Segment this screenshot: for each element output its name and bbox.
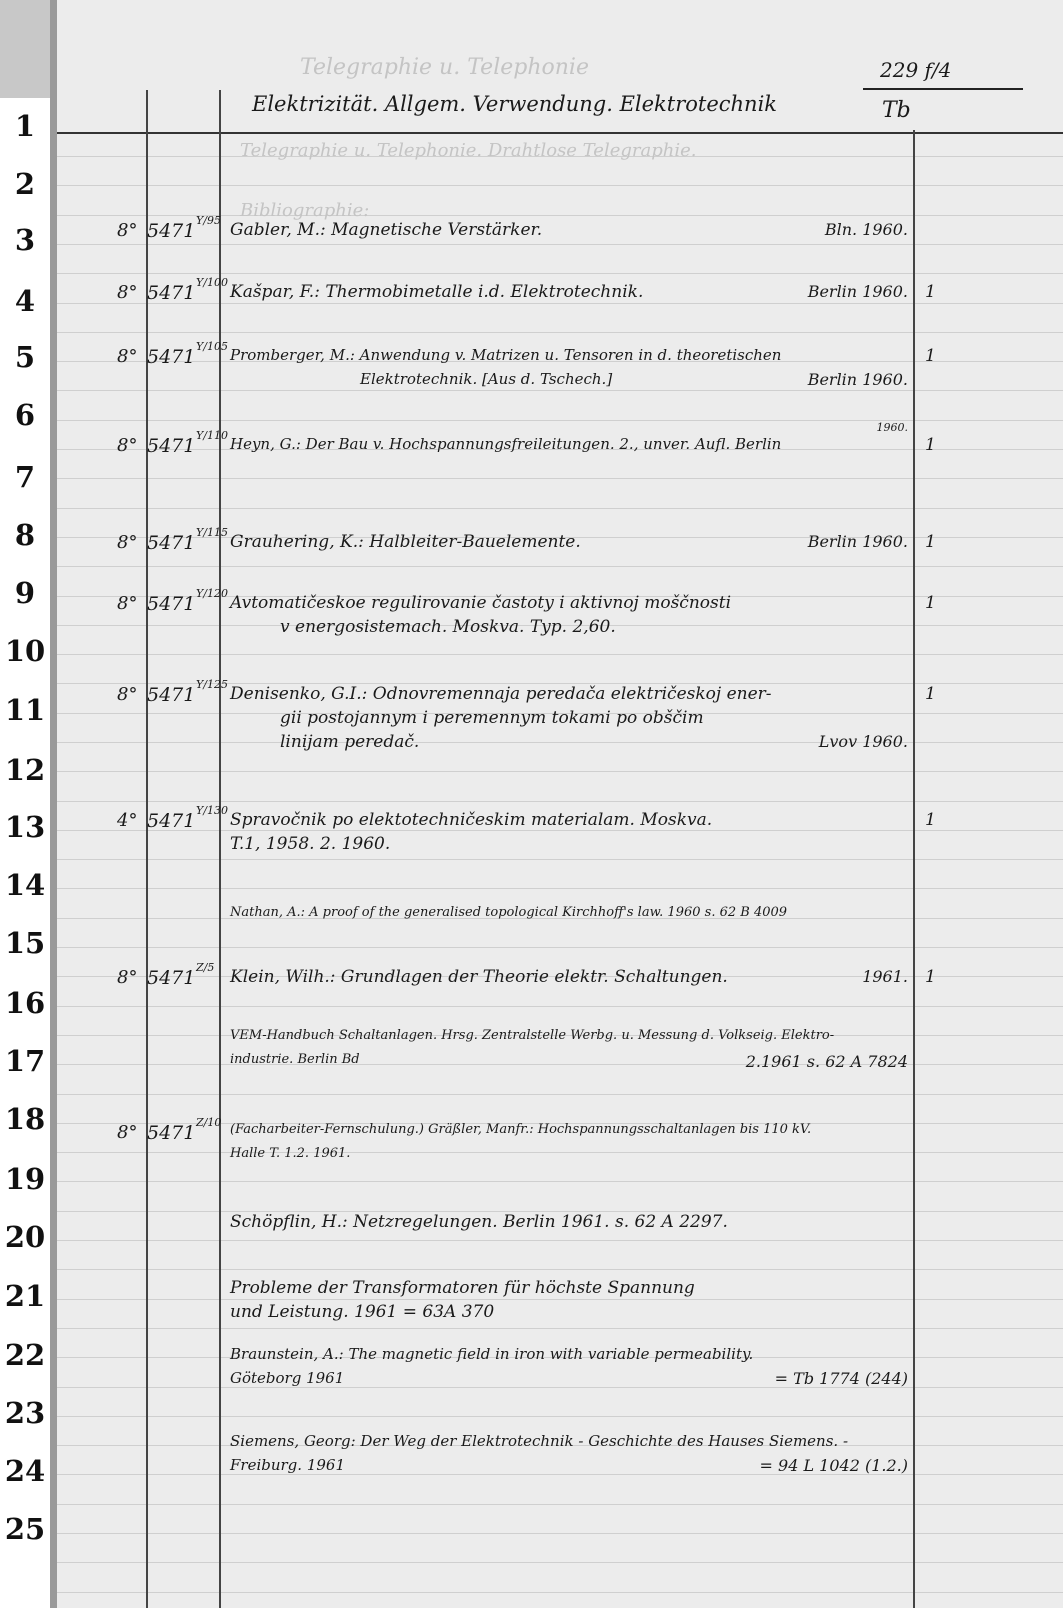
- row-number: 11: [4, 693, 46, 727]
- row-number: 24: [4, 1454, 46, 1488]
- entry-shelf-number: 5471: [147, 282, 196, 304]
- signature-top: 229 f/4: [880, 58, 952, 82]
- entry-text-continuation: v energosistemach. Moskva. Typ. 2,60.: [280, 617, 616, 637]
- ghost-line: Bibliographie:: [240, 200, 370, 221]
- entry-text: (Facharbeiter-Fernschulung.) Gräßler, Manfr.: Hochspannungsschaltanlagen bis 110 kV.: [230, 1122, 812, 1137]
- entry-shelf-fraction: Y/125: [196, 678, 228, 691]
- entry-format: 8°: [117, 967, 138, 988]
- row-number: 17: [4, 1044, 46, 1078]
- row-number: 10: [4, 634, 46, 668]
- entry-place-year: = Tb 1774 (244): [774, 1369, 908, 1388]
- entry-shelf-fraction: Y/95: [196, 214, 221, 227]
- row-number: 15: [4, 926, 46, 960]
- row-number: 6: [14, 398, 36, 432]
- column-line-format: [146, 90, 148, 1608]
- entry-shelf-fraction: Z/5: [196, 961, 215, 974]
- entry-format: 8°: [117, 220, 138, 241]
- entry-text-continuation: T.1, 1958. 2. 1960.: [230, 834, 391, 854]
- entry-copies: 1: [925, 684, 936, 704]
- entry-place-year: = 94 L 1042 (1.2.): [759, 1456, 908, 1475]
- row-number: 20: [4, 1220, 46, 1254]
- entry-shelf-number: 5471: [147, 220, 196, 242]
- entry-text: Grauhering, K.: Halbleiter-Bauelemente.: [230, 532, 581, 552]
- entry-text-continuation: Elektrotechnik. [Aus d. Tschech.]: [360, 370, 613, 388]
- entry-place-year: Lvov 1960.: [818, 732, 908, 751]
- entry-shelf-number: 5471: [147, 593, 196, 615]
- row-number: 19: [4, 1162, 46, 1196]
- entry-place-year: Bln. 1960.: [824, 220, 908, 239]
- entry-text: Promberger, M.: Anwendung v. Matrizen u. Tensoren in d. theoretischen: [230, 346, 782, 364]
- entry-format: 8°: [117, 435, 138, 456]
- entry-text-continuation: und Leistung. 1961 = 63A 370: [230, 1302, 495, 1322]
- row-number: 22: [4, 1338, 46, 1372]
- row-number: 25: [4, 1512, 46, 1546]
- entry-copies: 1: [925, 593, 936, 613]
- entry-text: Nathan, A.: A proof of the generalised topological Kirchhoff's law. 1960 s. 62 B 4009: [230, 905, 788, 920]
- entry-text: Kašpar, F.: Thermobimetalle i.d. Elektrotechnik.: [230, 282, 644, 302]
- entry-text-continuation: Halle T. 1.2. 1961.: [230, 1146, 351, 1161]
- row-number: 21: [4, 1279, 46, 1313]
- entry-copies: 1: [925, 532, 936, 552]
- entry-copies: 1: [925, 346, 936, 366]
- row-number: 2: [14, 167, 36, 201]
- entry-format: 8°: [117, 282, 138, 303]
- entry-text: Spravočnik po elektotechničeskim materialam. Moskva.: [230, 810, 713, 830]
- entry-year: 1960.: [876, 421, 908, 434]
- entry-text: Probleme der Transformatoren für höchste Spannung: [230, 1278, 695, 1298]
- entry-shelf-fraction: Y/110: [196, 429, 228, 442]
- entry-text-continuation: industrie. Berlin Bd: [230, 1052, 360, 1067]
- entry-shelf-fraction: Y/130: [196, 804, 228, 817]
- entry-copies: 1: [925, 435, 936, 455]
- entry-place-year: Berlin 1960.: [807, 532, 908, 551]
- column-line-copies: [913, 130, 915, 1608]
- ghost-line: Telegraphie u. Telephonie. Drahtlose Telegraphie.: [240, 140, 697, 161]
- entry-shelf-number: 5471: [147, 435, 196, 457]
- row-number: 7: [14, 460, 36, 494]
- entry-text: Schöpflin, H.: Netzregelungen. Berlin 1961. s. 62 A 2297.: [230, 1212, 728, 1232]
- entry-place-year: Berlin 1960.: [807, 370, 908, 389]
- row-number: 4: [14, 284, 36, 318]
- entry-text-continuation: Göteborg 1961: [230, 1369, 345, 1387]
- entry-shelf-fraction: Z/10: [196, 1116, 222, 1129]
- entry-text: Siemens, Georg: Der Weg der Elektrotechnik - Geschichte des Hauses Siemens. -: [230, 1432, 849, 1450]
- entry-shelf-fraction: Y/105: [196, 340, 228, 353]
- row-number: 13: [4, 810, 46, 844]
- entry-text: Heyn, G.: Der Bau v. Hochspannungsfreileitungen. 2., unver. Aufl. Berlin: [230, 435, 782, 453]
- entry-format: 8°: [117, 1122, 138, 1143]
- entry-text: VEM-Handbuch Schaltanlagen. Hrsg. Zentralstelle Werbg. u. Messung d. Volkseig. Elektro-: [230, 1028, 835, 1043]
- entry-format: 8°: [117, 593, 138, 614]
- entry-format: 8°: [117, 532, 138, 553]
- entry-text: Avtomatičeskoe regulirovanie častoty i aktivnoj moščnosti: [230, 593, 732, 613]
- entry-place-year: 1961.: [862, 967, 908, 986]
- entry-text: Denisenko, G.I.: Odnovremennaja peredača električeskoj ener-: [230, 684, 772, 704]
- entry-text: Gabler, M.: Magnetische Verstärker.: [230, 220, 543, 240]
- signature-bottom: Tb: [882, 98, 911, 123]
- entry-place-year: Berlin 1960.: [807, 282, 908, 301]
- entry-place-year: 2.1961 s. 62 A 7824: [745, 1052, 908, 1071]
- entry-shelf-number: 5471: [147, 967, 196, 989]
- entry-shelf-number: 5471: [147, 684, 196, 706]
- entry-shelf-number: 5471: [147, 810, 196, 832]
- entry-copies: 1: [925, 282, 936, 302]
- row-number: 9: [14, 576, 36, 610]
- entry-shelf-number: 5471: [147, 346, 196, 368]
- row-number: 8: [14, 518, 36, 552]
- entry-shelf-number: 5471: [147, 1122, 196, 1144]
- column-line-number: [219, 90, 221, 1608]
- row-number: 18: [4, 1102, 46, 1136]
- row-number: 12: [4, 753, 46, 787]
- entry-text-continuation: Freiburg. 1961: [230, 1456, 345, 1474]
- entry-text: Klein, Wilh.: Grundlagen der Theorie elektr. Schaltungen.: [230, 967, 728, 987]
- entry-text-continuation: linijam peredač.: [280, 732, 420, 752]
- entry-format: 8°: [117, 346, 138, 367]
- entry-format: 8°: [117, 684, 138, 705]
- page-heading: Elektrizität. Allgem. Verwendung. Elektrotechnik: [252, 92, 778, 116]
- entry-format: 4°: [117, 810, 138, 831]
- signature-divider: [863, 88, 1023, 90]
- ghost-title: Telegraphie u. Telephonie: [300, 55, 589, 80]
- row-number: 1: [14, 109, 36, 143]
- entry-text-continuation: gii postojannym i peremennym tokami po obščim: [280, 708, 704, 728]
- scan-corner: [0, 0, 57, 98]
- entry-copies: 1: [925, 967, 936, 987]
- row-number: 14: [4, 868, 46, 902]
- entry-shelf-fraction: Y/120: [196, 587, 228, 600]
- row-number: 16: [4, 986, 46, 1020]
- entry-copies: 1: [925, 810, 936, 830]
- entry-text: Braunstein, A.: The magnetic field in iron with variable permeability.: [230, 1345, 754, 1363]
- row-number-margin: [0, 98, 50, 1608]
- margin-border: [50, 0, 57, 1608]
- entry-shelf-fraction: Y/115: [196, 526, 228, 539]
- row-number: 3: [14, 223, 36, 257]
- row-number: 23: [4, 1396, 46, 1430]
- row-number: 5: [14, 340, 36, 374]
- entry-shelf-fraction: Y/100: [196, 276, 228, 289]
- entry-shelf-number: 5471: [147, 532, 196, 554]
